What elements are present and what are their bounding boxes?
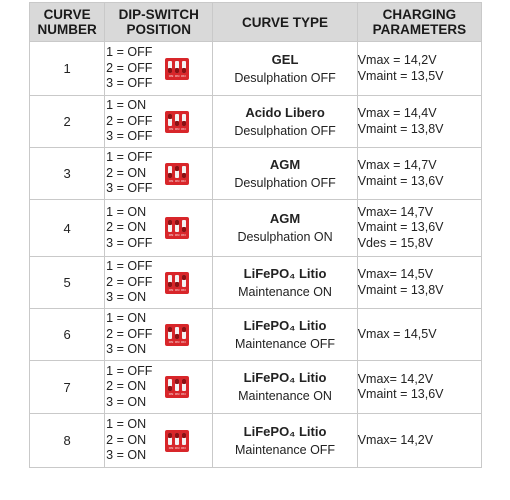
curves-table bbox=[29, 2, 482, 468]
header-charging-line2: PARAMETERS bbox=[372, 22, 467, 37]
dip-switch-slot bbox=[182, 433, 186, 445]
table-row bbox=[30, 96, 482, 148]
dip-knob-on bbox=[168, 220, 172, 225]
switch-states bbox=[106, 205, 163, 252]
dip-knob-off bbox=[182, 68, 186, 73]
curve-type-title: AGM bbox=[269, 156, 301, 172]
dip-knob-off bbox=[168, 68, 172, 73]
dip-switch-slot bbox=[182, 61, 186, 73]
dip-switch-label: ON bbox=[181, 339, 186, 344]
curve-number-cell: 4 bbox=[30, 200, 105, 257]
header-curve-number-line2: NUMBER bbox=[37, 22, 97, 37]
charging-params-cell bbox=[357, 257, 481, 309]
dip-switch-cell bbox=[105, 414, 213, 468]
dip-switch-wrap bbox=[105, 98, 212, 145]
curve-type-subtitle: Maintenance OFF bbox=[235, 442, 336, 457]
dip-switch-slot bbox=[175, 275, 179, 287]
dip-knob-on bbox=[182, 379, 186, 384]
dip-knob-on bbox=[175, 166, 179, 171]
curve-type-subtitle: Maintenance ON bbox=[238, 389, 332, 403]
curve-type-title: LiFePO₄ Litio bbox=[243, 317, 327, 333]
dip-switch-slot bbox=[168, 433, 172, 445]
dip-switch-label: ON bbox=[168, 126, 174, 131]
charging-param: Vmaint = 13,6V bbox=[357, 220, 444, 235]
header-curve-number-line1: CURVE bbox=[43, 7, 91, 22]
dip-switch-slot bbox=[175, 220, 179, 232]
dip-switch-slot bbox=[175, 433, 179, 445]
dip-switch-label: ON bbox=[168, 233, 174, 237]
charging-params-cell bbox=[357, 361, 481, 414]
dip-switch-slot bbox=[182, 166, 186, 178]
dip-switch-icon bbox=[165, 272, 189, 294]
dip-switch-slot bbox=[168, 61, 172, 73]
dip-switch-labels bbox=[167, 75, 187, 78]
curve-type-cell bbox=[213, 42, 357, 96]
header-dip-switch-line1: DIP-SWITCH bbox=[118, 7, 199, 22]
switch-state-line: 1 = OFF bbox=[106, 259, 153, 274]
switch-state-line: 3 = OFF bbox=[106, 181, 153, 196]
switch-state-line: 2 = ON bbox=[106, 220, 147, 235]
dip-switch-cell bbox=[105, 42, 213, 96]
table-row bbox=[30, 361, 482, 414]
dip-switch-labels bbox=[167, 128, 187, 131]
curve-number-cell: 5 bbox=[30, 257, 105, 309]
dip-switch-labels bbox=[167, 289, 187, 292]
dip-switch-label: ON bbox=[174, 73, 180, 78]
switch-state-line: 2 = ON bbox=[106, 165, 147, 180]
dip-switch-wrap bbox=[105, 364, 212, 411]
charging-param: Vmax= 14,7V bbox=[357, 204, 434, 219]
dip-switch-icon bbox=[165, 111, 189, 133]
charging-param: Vmaint = 13,8V bbox=[357, 121, 444, 136]
dip-switch-label: ON bbox=[181, 178, 186, 183]
dip-knob-off bbox=[182, 227, 186, 232]
dip-switch-cell bbox=[105, 361, 213, 414]
dip-knob-on bbox=[168, 327, 172, 332]
dip-switch-label: ON bbox=[181, 73, 186, 78]
header-curve-type-line1: CURVE TYPE bbox=[242, 14, 329, 30]
switch-states bbox=[106, 98, 163, 145]
dip-knob-on bbox=[175, 220, 179, 225]
switch-state-line: 1 = ON bbox=[106, 417, 147, 432]
dip-switch-icon bbox=[165, 376, 189, 398]
dip-switch-slot bbox=[182, 275, 186, 287]
charging-param: Vmaint = 13,5V bbox=[357, 68, 444, 83]
curve-number-cell: 3 bbox=[30, 148, 105, 200]
dip-switch-label: ON bbox=[168, 73, 174, 78]
dip-switch-labels bbox=[167, 341, 187, 344]
header-curve-number bbox=[30, 3, 105, 42]
charging-params-cell bbox=[357, 414, 481, 468]
curve-number-cell: 8 bbox=[30, 414, 105, 468]
dip-knob-off bbox=[182, 121, 186, 126]
charging-params-cell bbox=[357, 96, 481, 148]
header-dip-switch-line2: POSITION bbox=[126, 22, 192, 37]
switch-state-line: 2 = ON bbox=[106, 379, 147, 394]
charging-params-cell bbox=[357, 200, 481, 257]
dip-knob-on bbox=[168, 433, 172, 438]
dip-switch-wrap bbox=[105, 417, 212, 464]
charging-param: Vmaint = 13,6V bbox=[357, 173, 444, 188]
curve-type-title: LiFePO₄ Litio bbox=[243, 423, 327, 439]
dip-switch-slot bbox=[175, 327, 179, 339]
header-charging-line1: CHARGING bbox=[382, 7, 457, 22]
curve-number-cell: 1 bbox=[30, 42, 105, 96]
dip-switch-icon bbox=[165, 324, 189, 346]
dip-switch-wrap bbox=[105, 45, 212, 92]
curve-type-title: Acido Libero bbox=[245, 104, 325, 120]
curve-type-cell bbox=[213, 200, 357, 257]
dip-switch-label: ON bbox=[174, 233, 180, 237]
dip-switch-slot bbox=[182, 379, 186, 391]
switch-state-line: 2 = OFF bbox=[106, 274, 153, 289]
dip-switch-wrap bbox=[105, 259, 212, 306]
dip-knob-off bbox=[168, 386, 172, 391]
dip-switch-slot bbox=[168, 379, 172, 391]
dip-switch-label: ON bbox=[174, 126, 180, 131]
dip-switch-slot bbox=[175, 166, 179, 178]
curve-type-subtitle: Maintenance ON bbox=[238, 284, 332, 299]
dip-switch-label: ON bbox=[174, 178, 180, 183]
dip-knob-off bbox=[175, 282, 179, 287]
dip-switch-label: ON bbox=[174, 392, 180, 396]
dip-switch-wrap bbox=[105, 150, 212, 197]
curve-type-title: LiFePO₄ Litio bbox=[243, 370, 327, 385]
dip-switch-icon bbox=[165, 430, 189, 452]
dip-switch-label: ON bbox=[174, 445, 180, 450]
dip-switch-label: ON bbox=[181, 287, 186, 292]
switch-states bbox=[106, 259, 163, 306]
dip-switch-slot bbox=[168, 114, 172, 126]
dip-switch-slot bbox=[182, 327, 186, 339]
header-charging bbox=[357, 3, 481, 42]
dip-switch-label: ON bbox=[181, 445, 186, 450]
dip-switch-label: ON bbox=[168, 445, 174, 450]
switch-state-line: 1 = OFF bbox=[106, 150, 153, 165]
dip-knob-off bbox=[182, 173, 186, 178]
curve-type-title: AGM bbox=[269, 211, 301, 226]
dip-switch-slot bbox=[182, 220, 186, 232]
curve-type-subtitle: Desulphation OFF bbox=[234, 175, 336, 190]
curve-type-cell bbox=[213, 414, 357, 468]
dip-switch-label: ON bbox=[174, 339, 180, 344]
switch-state-line: 3 = ON bbox=[106, 448, 147, 463]
dip-switch-slot bbox=[175, 61, 179, 73]
dip-switch-label: ON bbox=[168, 392, 174, 396]
charging-param: Vmax = 14,2V bbox=[357, 53, 437, 67]
curve-type-title: LiFePO₄ Litio bbox=[243, 265, 327, 281]
dip-switch-labels bbox=[167, 234, 187, 237]
switch-state-line: 1 = OFF bbox=[106, 363, 153, 378]
curve-type-cell bbox=[213, 96, 357, 148]
charging-param: Vmax= 14,2V bbox=[357, 432, 434, 447]
dip-knob-off bbox=[175, 68, 179, 73]
dip-switch-cell bbox=[105, 309, 213, 361]
charging-params-cell bbox=[357, 309, 481, 361]
switch-state-line: 3 = OFF bbox=[106, 235, 153, 250]
dip-knob-on bbox=[168, 114, 172, 119]
switch-state-line: 2 = OFF bbox=[106, 60, 153, 75]
dip-switch-cell bbox=[105, 257, 213, 309]
dip-knob-on bbox=[182, 327, 186, 332]
switch-states bbox=[106, 45, 163, 92]
charging-param: Vmaint = 13,6V bbox=[357, 387, 444, 401]
charging-param: Vmax = 14,5V bbox=[357, 326, 437, 341]
dip-switch-slot bbox=[175, 114, 179, 126]
charging-param: Vmax= 14,5V bbox=[357, 267, 434, 281]
switch-states bbox=[106, 417, 163, 464]
dip-switch-labels bbox=[167, 447, 187, 450]
table-row bbox=[30, 42, 482, 96]
dip-switch-cell bbox=[105, 148, 213, 200]
switch-state-line: 1 = ON bbox=[106, 204, 147, 219]
switch-states bbox=[106, 364, 163, 411]
dip-switch-label: ON bbox=[181, 126, 186, 131]
dip-switch-icon bbox=[165, 217, 189, 239]
switch-state-line: 1 = ON bbox=[106, 311, 147, 326]
dip-knob-off bbox=[175, 121, 179, 126]
switch-state-line: 3 = OFF bbox=[106, 76, 153, 91]
charging-params-cell bbox=[357, 148, 481, 200]
header-row bbox=[30, 3, 482, 42]
dip-switch-label: ON bbox=[174, 287, 180, 292]
charging-param: Vmaint = 13,8V bbox=[357, 282, 444, 297]
dip-switch-slot bbox=[168, 166, 172, 178]
dip-switch-label: ON bbox=[168, 178, 174, 183]
dip-switch-label: ON bbox=[181, 233, 186, 237]
curve-type-cell bbox=[213, 309, 357, 361]
dip-switch-label: ON bbox=[181, 392, 186, 396]
switch-state-line: 3 = ON bbox=[106, 342, 147, 357]
dip-switch-slot bbox=[182, 114, 186, 126]
dip-switch-slot bbox=[168, 327, 172, 339]
curve-type-cell bbox=[213, 257, 357, 309]
dip-switch-labels bbox=[167, 393, 187, 396]
dip-knob-on bbox=[175, 433, 179, 438]
curve-number-cell: 7 bbox=[30, 361, 105, 414]
switch-state-line: 3 = ON bbox=[106, 290, 147, 305]
switch-state-line: 3 = OFF bbox=[106, 129, 153, 144]
header-curve-type bbox=[213, 3, 357, 42]
dip-knob-on bbox=[182, 275, 186, 280]
charging-param: Vmax = 14,4V bbox=[357, 106, 437, 120]
charging-params-cell bbox=[357, 42, 481, 96]
switch-state-line: 1 = ON bbox=[106, 98, 147, 113]
switch-state-line: 2 = OFF bbox=[106, 326, 153, 341]
header-dip-switch bbox=[105, 3, 213, 42]
dip-switch-label: ON bbox=[168, 339, 174, 344]
dip-switch-label: ON bbox=[168, 287, 174, 292]
dip-switch-cell bbox=[105, 200, 213, 257]
curve-type-subtitle: Maintenance OFF bbox=[235, 336, 336, 351]
curve-number-cell: 6 bbox=[30, 309, 105, 361]
curve-type-cell bbox=[213, 148, 357, 200]
charging-param: Vmax= 14,2V bbox=[357, 371, 434, 386]
dip-switch-icon bbox=[165, 58, 189, 80]
table-row bbox=[30, 148, 482, 200]
curve-type-subtitle: Desulphation OFF bbox=[234, 123, 336, 138]
table-row bbox=[30, 257, 482, 309]
curve-number-cell: 2 bbox=[30, 96, 105, 148]
dip-switch-wrap bbox=[105, 205, 212, 252]
table-row bbox=[30, 200, 482, 257]
curve-type-title: GEL bbox=[271, 51, 299, 67]
dip-knob-on bbox=[175, 379, 179, 384]
dip-knob-off bbox=[175, 334, 179, 339]
table-row bbox=[30, 414, 482, 468]
switch-state-line: 2 = OFF bbox=[106, 113, 153, 128]
dip-switch-slot bbox=[168, 275, 172, 287]
switch-state-line: 2 = ON bbox=[106, 432, 147, 447]
switch-states bbox=[106, 311, 163, 358]
table-row bbox=[30, 309, 482, 361]
dip-knob-off bbox=[168, 173, 172, 178]
table-body bbox=[30, 42, 482, 468]
dip-switch-slot bbox=[168, 220, 172, 232]
charging-param: Vdes = 15,8V bbox=[357, 235, 434, 250]
dip-switch-cell bbox=[105, 96, 213, 148]
curve-type-cell bbox=[213, 361, 357, 414]
switch-states bbox=[106, 150, 163, 197]
dip-switch-icon bbox=[165, 163, 189, 185]
switch-state-line: 1 = OFF bbox=[106, 45, 153, 60]
dip-switch-labels bbox=[167, 180, 187, 183]
curve-type-subtitle: Desulphation ON bbox=[237, 230, 333, 244]
dip-knob-off bbox=[168, 282, 172, 287]
dip-knob-on bbox=[182, 433, 186, 438]
switch-state-line: 3 = ON bbox=[106, 394, 147, 409]
curve-type-subtitle: Desulphation OFF bbox=[234, 70, 336, 85]
dip-switch-slot bbox=[175, 379, 179, 391]
dip-switch-wrap bbox=[105, 311, 212, 358]
charging-param: Vmax = 14,7V bbox=[357, 158, 437, 172]
